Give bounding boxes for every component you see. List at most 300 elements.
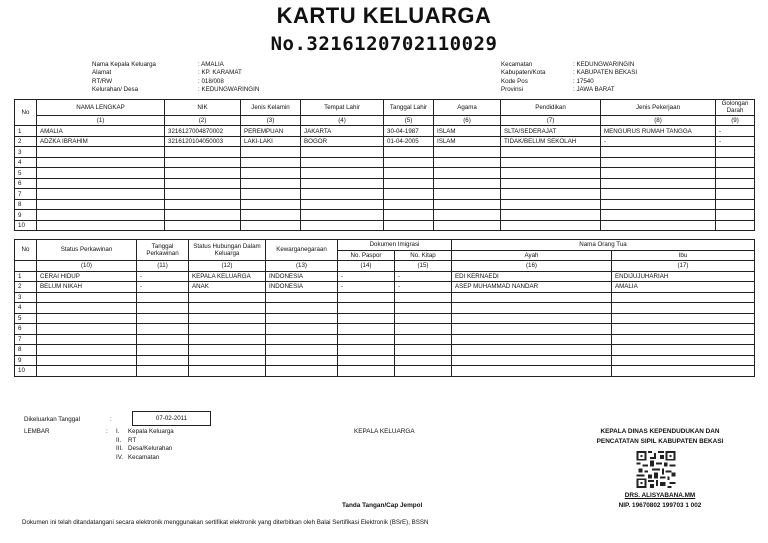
column-index: (6) [434, 115, 501, 126]
table-cell [716, 199, 755, 210]
info-row [92, 78, 259, 86]
table-cell [301, 189, 384, 200]
family-info-right [501, 61, 637, 95]
lembar-text: Kecamatan [128, 453, 160, 461]
table-cell [165, 157, 241, 168]
table-row [15, 210, 755, 221]
info-value: : AMALIA [198, 61, 224, 68]
row-number: 5 [15, 313, 37, 324]
table-cell: INDONESIA [266, 282, 338, 293]
table-cell: JAKARTA [301, 126, 384, 137]
table-cell [137, 313, 189, 324]
info-row [501, 61, 637, 69]
table-cell [384, 178, 434, 189]
table-cell [189, 345, 266, 356]
table-cell [501, 168, 601, 179]
column-index: (5) [384, 115, 434, 126]
table-cell: - [716, 126, 755, 137]
column-header: Tempat Lahir [301, 100, 384, 116]
table-cell: TIDAK/BELUM SEKOLAH [501, 136, 601, 147]
row-number: 3 [15, 292, 37, 303]
table-cell [612, 334, 755, 345]
table-cell [338, 313, 395, 324]
row-number: 4 [15, 157, 37, 168]
column-header: No. Kitap [395, 250, 452, 261]
table-cell [501, 220, 601, 231]
table-cell [165, 168, 241, 179]
row-number: 6 [15, 178, 37, 189]
row-number: 5 [15, 168, 37, 179]
lembar-item [24, 454, 174, 463]
column-header: No. Paspor [338, 250, 395, 261]
table-cell: AMALIA [37, 126, 165, 137]
lembar-text: Desa/Kelurahan [128, 445, 173, 453]
table-cell: AMALIA [612, 282, 755, 293]
table-cell [137, 334, 189, 345]
table-cell [37, 355, 137, 366]
table-cell [189, 313, 266, 324]
lembar-roman: I. [116, 428, 120, 435]
table-row [15, 324, 755, 335]
family-members-body [15, 126, 755, 231]
table-cell: 3216127004870002 [165, 126, 241, 137]
electronic-signature-note: Dokumen ini telah ditandatangani secara elektronik menggunakan sertifikat elektronik yang diterbitkan oleh Balai Sertifikasi Elektronik (BSrE), BSSN [22, 519, 429, 526]
table-cell [452, 303, 612, 314]
column-header: NIK [165, 100, 241, 116]
table-cell [434, 189, 501, 200]
column-index [15, 261, 37, 272]
column-index: (8) [601, 115, 716, 126]
info-value: : KP. KARAMAT [198, 69, 242, 77]
table-cell [601, 178, 716, 189]
table-cell [301, 147, 384, 158]
row-number: 3 [15, 147, 37, 158]
column-index: (16) [452, 261, 612, 272]
table-cell: ANAK [189, 282, 266, 293]
issued-date-row [24, 415, 188, 423]
table-cell [452, 345, 612, 356]
table-cell [165, 178, 241, 189]
table-cell: - [601, 136, 716, 147]
table-cell [137, 324, 189, 335]
table-row [15, 157, 755, 168]
row-number: 7 [15, 189, 37, 200]
table-cell [395, 355, 452, 366]
column-index: (17) [612, 261, 755, 272]
table-cell: 30-04-1987 [384, 126, 434, 137]
column-index: (13) [266, 261, 338, 272]
lembar-roman: II. [116, 436, 122, 444]
table-cell [338, 345, 395, 356]
table-cell: ADZKA IBRAHIM [37, 136, 165, 147]
table-row [15, 178, 755, 189]
table-cell [189, 324, 266, 335]
table-cell [241, 210, 301, 221]
info-row [501, 69, 637, 77]
table-cell [434, 220, 501, 231]
table-cell [338, 324, 395, 335]
table-cell: BELUM NIKAH [37, 282, 137, 293]
column-group-header: Nama Orang Tua [452, 240, 755, 251]
table-cell [716, 147, 755, 158]
table-cell [452, 292, 612, 303]
info-value: : JAWA BARAT [573, 86, 615, 94]
table-cell [434, 199, 501, 210]
info-row [92, 61, 259, 69]
issued-colon: : [110, 416, 112, 423]
document-title: KARTU KELUARGA [276, 3, 492, 28]
table-cell [241, 168, 301, 179]
column-header: Tanggal Lahir [384, 100, 434, 116]
column-index: (2) [165, 115, 241, 126]
table-cell: - [716, 136, 755, 147]
column-header: Ibu [612, 250, 755, 261]
table-cell [716, 157, 755, 168]
lembar-list [24, 428, 174, 462]
table-cell [301, 210, 384, 221]
table-cell [137, 366, 189, 377]
column-index: (4) [301, 115, 384, 126]
column-header: Tanggal Perkawinan [137, 240, 189, 261]
table-cell [37, 292, 137, 303]
table-cell [395, 324, 452, 335]
table-cell: ENDIJUJUHARIAH [612, 271, 755, 282]
column-index: (9) [716, 115, 755, 126]
kepala-keluarga-label: KEPALA KELUARGA [354, 428, 415, 435]
row-number: 9 [15, 355, 37, 366]
table-cell: ISLAM [434, 136, 501, 147]
table-cell [612, 313, 755, 324]
family-members-table [14, 99, 755, 231]
table-cell [501, 189, 601, 200]
info-label: Alamat [92, 69, 112, 77]
table-cell [501, 210, 601, 221]
table-cell: - [338, 282, 395, 293]
table-cell [601, 147, 716, 158]
table-cell [384, 199, 434, 210]
table-cell: PEREMPUAN [241, 126, 301, 137]
table-cell: - [395, 271, 452, 282]
table-cell [384, 147, 434, 158]
column-header: Jenis Kelamin [241, 100, 301, 116]
table-cell [241, 189, 301, 200]
table-cell [189, 366, 266, 377]
table-row [15, 271, 755, 282]
table-cell [266, 334, 338, 345]
table-cell [241, 157, 301, 168]
row-number: 2 [15, 136, 37, 147]
table-cell [37, 303, 137, 314]
table-cell [301, 199, 384, 210]
info-label: RT/RW [92, 77, 113, 85]
table-cell [716, 220, 755, 231]
table-cell [434, 210, 501, 221]
table-cell [266, 324, 338, 335]
row-number: 2 [15, 282, 37, 293]
table-cell [37, 334, 137, 345]
lembar-text: Kepala Keluarga [128, 428, 174, 435]
info-label: Kode Pos [501, 77, 528, 85]
row-number: 1 [15, 126, 37, 137]
table-cell [241, 199, 301, 210]
table-cell [137, 292, 189, 303]
table-cell [384, 220, 434, 231]
table-cell [165, 199, 241, 210]
table-cell [189, 355, 266, 366]
row-number: 10 [15, 220, 37, 231]
table-cell: LAKI-LAKI [241, 136, 301, 147]
official-signature [560, 491, 760, 510]
table-cell [338, 303, 395, 314]
column-header: No [15, 100, 37, 126]
table-row [15, 189, 755, 200]
issued-date: 07-02-2011 [132, 411, 211, 426]
table-cell: BOGOR [301, 136, 384, 147]
table-cell [266, 292, 338, 303]
info-row [501, 86, 637, 94]
lembar-text: RT [128, 436, 137, 444]
table-cell [601, 199, 716, 210]
column-index: (1) [37, 115, 165, 126]
table-cell: - [137, 282, 189, 293]
signature-label: Tanda Tangan/Cap Jempol [342, 502, 423, 509]
table-cell: - [395, 282, 452, 293]
table-cell [384, 189, 434, 200]
info-label: Kecamatan [501, 61, 533, 68]
column-index: (15) [395, 261, 452, 272]
table-cell [37, 366, 137, 377]
column-index: (14) [338, 261, 395, 272]
info-label: Provinsi [501, 86, 524, 94]
table-cell [137, 355, 189, 366]
table-cell [266, 345, 338, 356]
table-cell [716, 168, 755, 179]
table-row [15, 282, 755, 293]
family-info-left [92, 61, 259, 95]
table-cell [501, 147, 601, 158]
table-cell [612, 324, 755, 335]
info-label: Kabupaten/Kota [501, 69, 546, 77]
table-cell: EDI KERNAEDI [452, 271, 612, 282]
table-cell [501, 199, 601, 210]
table-cell: 3216120104050003 [165, 136, 241, 147]
table-cell [338, 366, 395, 377]
table-cell [716, 178, 755, 189]
table-cell [37, 168, 165, 179]
table-row [15, 292, 755, 303]
table-cell [37, 178, 165, 189]
table-cell [452, 355, 612, 366]
info-label: Kelurahan/ Desa [92, 86, 139, 94]
table-cell [37, 324, 137, 335]
table-cell [241, 220, 301, 231]
column-group-header: Dokumen Imigrasi [338, 240, 452, 251]
family-status-table [14, 239, 755, 377]
column-header: Jenis Pekerjaan [601, 100, 716, 116]
table-cell [37, 220, 165, 231]
lembar-item [24, 445, 174, 454]
table-cell: MENGURUS RUMAH TANGGA [601, 126, 716, 137]
info-value: : 018/008 [198, 77, 224, 85]
column-index: (11) [137, 261, 189, 272]
table-cell [189, 334, 266, 345]
table-cell [301, 157, 384, 168]
table-cell [612, 303, 755, 314]
column-index: (10) [37, 261, 137, 272]
table-cell: SLTA/SEDERAJAT [501, 126, 601, 137]
table-row [15, 199, 755, 210]
table-cell [137, 303, 189, 314]
table-cell [601, 168, 716, 179]
table-row [15, 126, 755, 137]
table-cell [434, 147, 501, 158]
column-header: Golongan Darah [716, 100, 755, 116]
table-row [15, 220, 755, 231]
column-header: Status Perkawinan [37, 240, 137, 261]
table-cell [612, 292, 755, 303]
table-cell [37, 189, 165, 200]
row-number: 4 [15, 303, 37, 314]
table-cell [165, 147, 241, 158]
column-index: (7) [501, 115, 601, 126]
table-cell [266, 303, 338, 314]
dinas-title [560, 427, 760, 447]
table-cell: CERAI HIDUP [37, 271, 137, 282]
table-cell [266, 366, 338, 377]
table-cell [266, 313, 338, 324]
column-index: (12) [189, 261, 266, 272]
table-cell [452, 313, 612, 324]
official-name: DRS. ALISYABANA.MM [624, 492, 696, 499]
table-cell [165, 220, 241, 231]
lembar-roman: IV. [116, 453, 123, 461]
row-number: 1 [15, 271, 37, 282]
family-status-body [15, 271, 755, 376]
table-cell [189, 292, 266, 303]
table-cell [612, 366, 755, 377]
table-cell [434, 157, 501, 168]
table-cell [266, 355, 338, 366]
table-cell [137, 345, 189, 356]
table-row [15, 355, 755, 366]
dinas-line: KEPALA DINAS KEPENDUDUKAN DAN [600, 428, 720, 435]
table-cell [434, 178, 501, 189]
table1-index-row [15, 115, 755, 126]
table-cell [716, 210, 755, 221]
table-cell: ASEP MUHAMMAD NANDAR [452, 282, 612, 293]
lembar-item [24, 437, 174, 446]
table-cell [395, 345, 452, 356]
column-header: Kewarganegaraan [266, 240, 338, 261]
column-header: NAMA LENGKAP [37, 100, 165, 116]
table-cell [37, 210, 165, 221]
document-number: No.3216120702110029 [270, 33, 498, 55]
table-cell [612, 345, 755, 356]
info-value: : KEDUNGWARINGIN [573, 61, 635, 68]
table-row [15, 366, 755, 377]
table-cell: - [338, 271, 395, 282]
info-value: : KABUPATEN BEKASI [573, 69, 638, 77]
row-number: 8 [15, 345, 37, 356]
table-cell: ISLAM [434, 126, 501, 137]
column-header: Status Hubungan Dalam Keluarga [189, 240, 266, 261]
info-row [92, 86, 259, 94]
lembar-label: LEMBAR [24, 428, 50, 435]
table-row [15, 313, 755, 324]
table-cell [395, 292, 452, 303]
table-cell [601, 220, 716, 231]
row-number: 6 [15, 324, 37, 335]
table1-header-row [15, 100, 755, 116]
table-cell [716, 189, 755, 200]
column-header: Agama [434, 100, 501, 116]
qr-code-icon [636, 451, 676, 488]
table-cell [452, 324, 612, 335]
table-cell [434, 168, 501, 179]
table-cell [189, 303, 266, 314]
table-cell [384, 210, 434, 221]
table-row [15, 334, 755, 345]
table-cell: - [137, 271, 189, 282]
row-number: 7 [15, 334, 37, 345]
table-cell [395, 303, 452, 314]
table-cell [384, 168, 434, 179]
table-cell [37, 345, 137, 356]
table-cell [37, 313, 137, 324]
table-cell [338, 334, 395, 345]
table-cell [338, 355, 395, 366]
table-cell [338, 292, 395, 303]
column-header: Ayah [452, 250, 612, 261]
table-cell [165, 210, 241, 221]
info-row [501, 78, 637, 86]
dinas-line: PENCATATAN SIPIL KABUPATEN BEKASI [596, 438, 724, 445]
lembar-roman: III. [116, 445, 123, 453]
table-cell [601, 210, 716, 221]
table-cell [37, 147, 165, 158]
table-row [15, 303, 755, 314]
table-row [15, 345, 755, 356]
table-cell: INDONESIA [266, 271, 338, 282]
table-cell [37, 157, 165, 168]
table-cell [241, 147, 301, 158]
table-cell [301, 168, 384, 179]
table2-index-row [15, 261, 755, 272]
table-cell [612, 355, 755, 366]
table-row [15, 136, 755, 147]
info-label: Nama Kepala Keluarga [92, 61, 156, 68]
table-cell [301, 220, 384, 231]
table-row [15, 168, 755, 179]
table-cell [601, 157, 716, 168]
column-header: No [15, 240, 37, 261]
table-cell [395, 313, 452, 324]
info-row [92, 69, 259, 77]
table-cell: KEPALA KELUARGA [189, 271, 266, 282]
official-nip: NIP. 19670802 199703 1 002 [618, 501, 702, 509]
row-number: 10 [15, 366, 37, 377]
row-number: 8 [15, 199, 37, 210]
column-index: (3) [241, 115, 301, 126]
table-cell [395, 366, 452, 377]
column-header: Pendidikan [501, 100, 601, 116]
lembar-colon: : [106, 428, 108, 435]
table-cell [395, 334, 452, 345]
table-cell [501, 157, 601, 168]
table-cell [501, 178, 601, 189]
table-cell: 01-04-2005 [384, 136, 434, 147]
table-cell [384, 157, 434, 168]
